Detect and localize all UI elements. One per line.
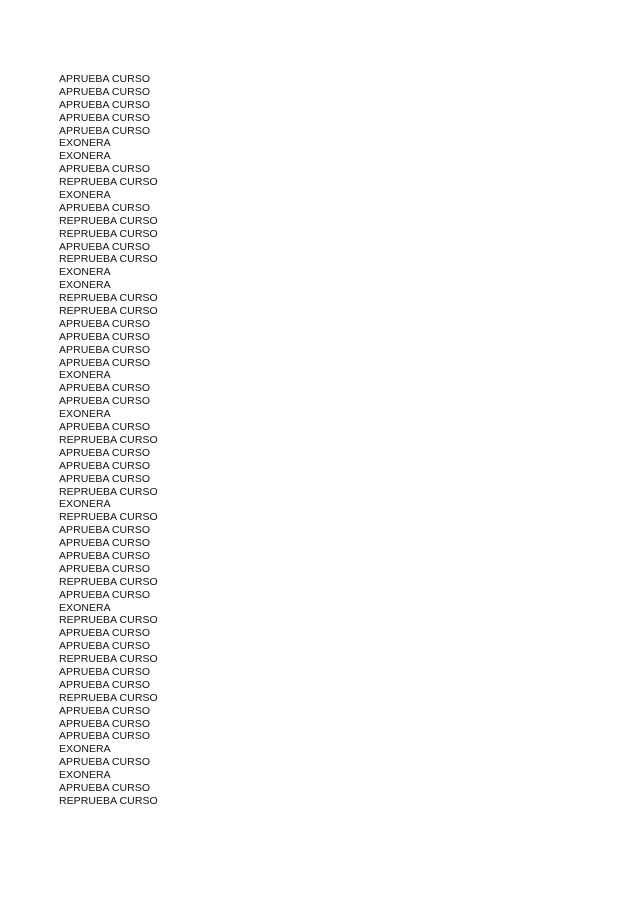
result-line: APRUEBA CURSO <box>59 549 151 562</box>
result-line: EXONERA <box>59 266 111 279</box>
result-line: APRUEBA CURSO <box>59 472 151 485</box>
result-line: EXONERA <box>59 189 111 202</box>
result-line: EXONERA <box>59 601 111 614</box>
result-line: REPRUEBA CURSO <box>59 214 158 227</box>
result-line: REPRUEBA CURSO <box>59 292 158 305</box>
result-line: REPRUEBA CURSO <box>59 794 158 807</box>
result-line: APRUEBA CURSO <box>59 330 151 343</box>
result-line: EXONERA <box>59 498 111 511</box>
result-line: APRUEBA CURSO <box>59 356 151 369</box>
result-line: APRUEBA CURSO <box>59 717 151 730</box>
result-line: APRUEBA CURSO <box>59 537 151 550</box>
result-line: APRUEBA CURSO <box>59 730 151 743</box>
result-list <box>59 73 158 808</box>
result-line: APRUEBA CURSO <box>59 704 151 717</box>
result-line: APRUEBA CURSO <box>59 111 151 124</box>
result-line: EXONERA <box>59 150 111 163</box>
result-line: REPRUEBA CURSO <box>59 227 158 240</box>
result-line: APRUEBA CURSO <box>59 756 151 769</box>
result-line: APRUEBA CURSO <box>59 317 151 330</box>
result-line: APRUEBA CURSO <box>59 201 151 214</box>
result-line: EXONERA <box>59 743 111 756</box>
result-line: APRUEBA CURSO <box>59 562 151 575</box>
result-line: EXONERA <box>59 137 111 150</box>
result-line: APRUEBA CURSO <box>59 459 151 472</box>
result-line: EXONERA <box>59 369 111 382</box>
result-line: REPRUEBA CURSO <box>59 485 158 498</box>
result-line: REPRUEBA CURSO <box>59 691 158 704</box>
result-line: APRUEBA CURSO <box>59 665 151 678</box>
result-line: REPRUEBA CURSO <box>59 176 158 189</box>
result-line: APRUEBA CURSO <box>59 85 151 98</box>
result-line: APRUEBA CURSO <box>59 73 151 85</box>
result-line: REPRUEBA CURSO <box>59 653 158 666</box>
result-line: APRUEBA CURSO <box>59 421 151 434</box>
result-line: APRUEBA CURSO <box>59 627 151 640</box>
result-line: APRUEBA CURSO <box>59 240 151 253</box>
result-line: APRUEBA CURSO <box>59 395 151 408</box>
result-line: APRUEBA CURSO <box>59 343 151 356</box>
result-line: EXONERA <box>59 408 111 421</box>
result-line: REPRUEBA CURSO <box>59 305 158 318</box>
result-line: APRUEBA CURSO <box>59 588 151 601</box>
result-line: APRUEBA CURSO <box>59 163 151 176</box>
result-line: REPRUEBA CURSO <box>59 575 158 588</box>
result-line: APRUEBA CURSO <box>59 524 151 537</box>
result-line: APRUEBA CURSO <box>59 781 151 794</box>
result-line: APRUEBA CURSO <box>59 678 151 691</box>
result-line: REPRUEBA CURSO <box>59 253 158 266</box>
result-line: EXONERA <box>59 279 111 292</box>
result-line: APRUEBA CURSO <box>59 98 151 111</box>
result-line: REPRUEBA CURSO <box>59 511 158 524</box>
result-line: APRUEBA CURSO <box>59 124 151 137</box>
result-line: EXONERA <box>59 769 111 782</box>
result-line: REPRUEBA CURSO <box>59 614 158 627</box>
result-line: APRUEBA CURSO <box>59 382 151 395</box>
result-line: REPRUEBA CURSO <box>59 433 158 446</box>
result-line: APRUEBA CURSO <box>59 446 151 459</box>
result-line: APRUEBA CURSO <box>59 640 151 653</box>
